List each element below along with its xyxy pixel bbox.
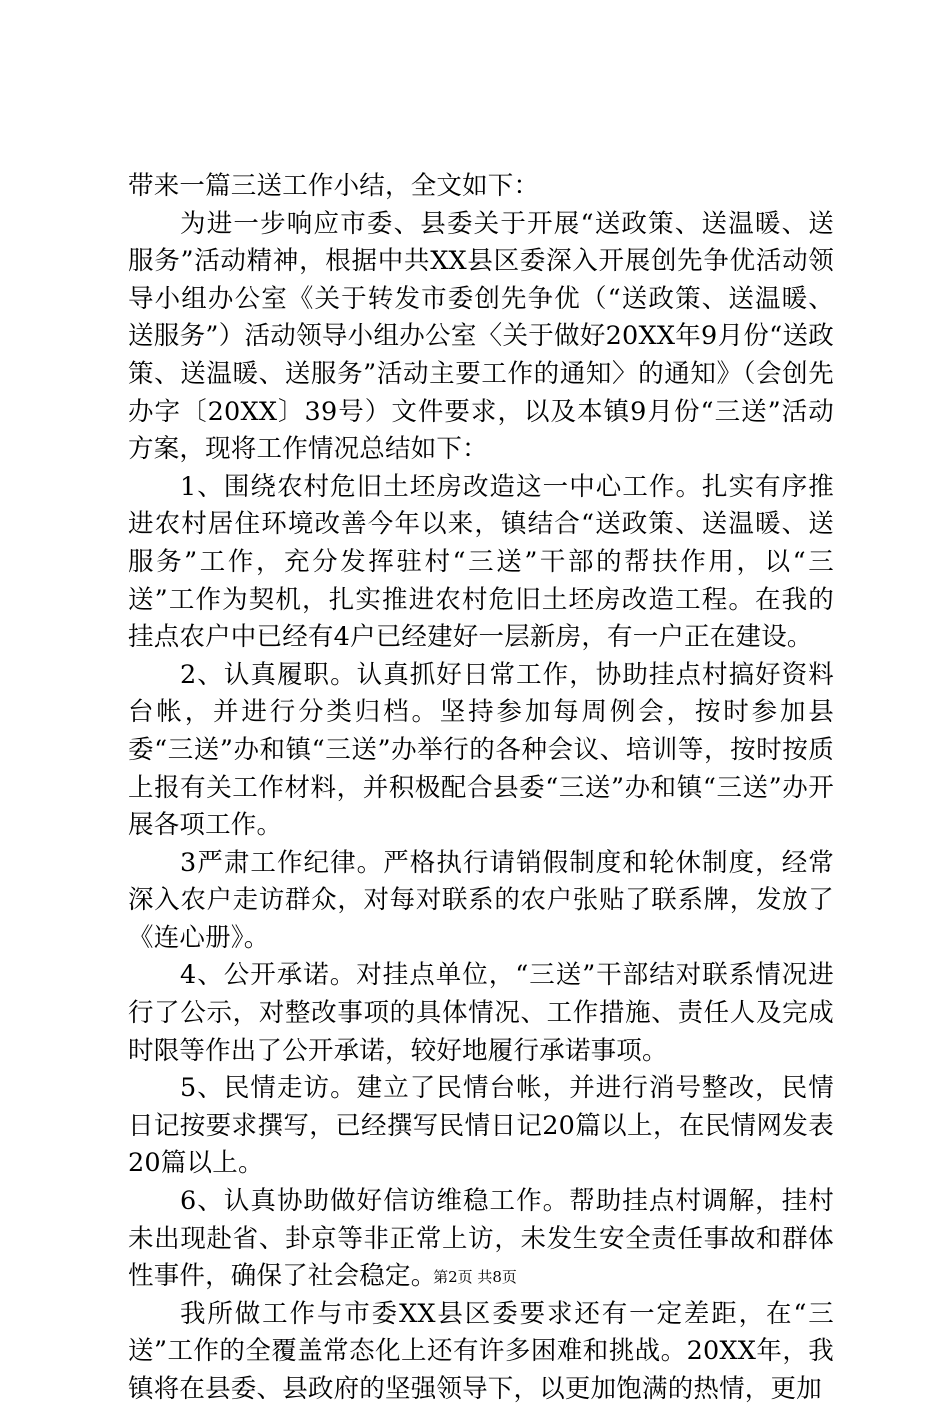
paragraph-item-1: 1、围绕农村危旧土坯房改造这一中心工作。扎实有序推进农村居住环境改善今年以来，镇结合“送政策、送温暖、送服务”工作，充分发挥驻村“三送”干部的帮扶作用，以“三送”工作为契机，扎实推进农村危旧土坯房改造工程。在我的挂点农户中已经有4户已经建好一层新房，有一户正在建设。 (128, 471, 834, 653)
paragraph-preamble: 为进一步响应市委、县委关于开展“送政策、送温暖、送服务”活动精神，根据中共XX县区委深入开展创先争优活动领导小组办公室《关于转发市委创先争优（“送政策、送温暖、送服务”）活动领导小组办公室〈关于做好20XX年9月份“送政策、送温暖、送服务”活动主要工作的通知〉的通知》（会创先办字〔20XX〕39号）文件要求，以及本镇9月份“三送”活动方案，现将工作情况总结如下： (128, 208, 834, 465)
page-footer: 第2页 共8页 (433, 1268, 517, 1286)
paragraph-item-4: 4、公开承诺。对挂点单位，“三送”干部结对联系情况进行了公示，对整改事项的具体情况、工作措施、责任人及完成时限等作出了公开承诺，较好地履行承诺事项。 (128, 960, 834, 1066)
paragraph-item-2: 2、认真履职。认真抓好日常工作，协助挂点村搞好资料台帐，并进行分类归档。坚持参加每周例会，按时参加县委“三送”办和镇“三送”办举行的各种会议、培训等，按时按质上报有关工作材料，并积极配合县委“三送”办和镇“三送”办开展各项工作。 (128, 659, 834, 841)
paragraph-conclusion: 我所做工作与市委XX县区委要求还有一定差距，在“三送”工作的全覆盖常态化上还有许多困难和挑战。20XX年，我镇将在县委、县政府的坚强领导下，以更加饱满的热情，更加 (128, 1298, 834, 1404)
paragraph-item-3: 3严肃工作纪律。严格执行请销假制度和轮休制度，经常深入农户走访群众，对每对联系的农户张贴了联系牌，发放了《连心册》。 (128, 847, 834, 953)
paragraph-item-5: 5、民情走访。建立了民情台帐，并进行消号整改，民情日记按要求撰写，已经撰写民情日记20篇以上，在民情网发表20篇以上。 (128, 1073, 834, 1179)
paragraph-item-6: 6、认真协助做好信访维稳工作。帮助挂点村调解，挂村未出现赴省、卦京等非正常上访，未发生安全责任事故和群体性事件，确保了社会稳定。 (128, 1186, 834, 1292)
document-body (128, 168, 834, 1409)
paragraph-intro: 带来一篇三送工作小结，全文如下： (128, 171, 540, 201)
